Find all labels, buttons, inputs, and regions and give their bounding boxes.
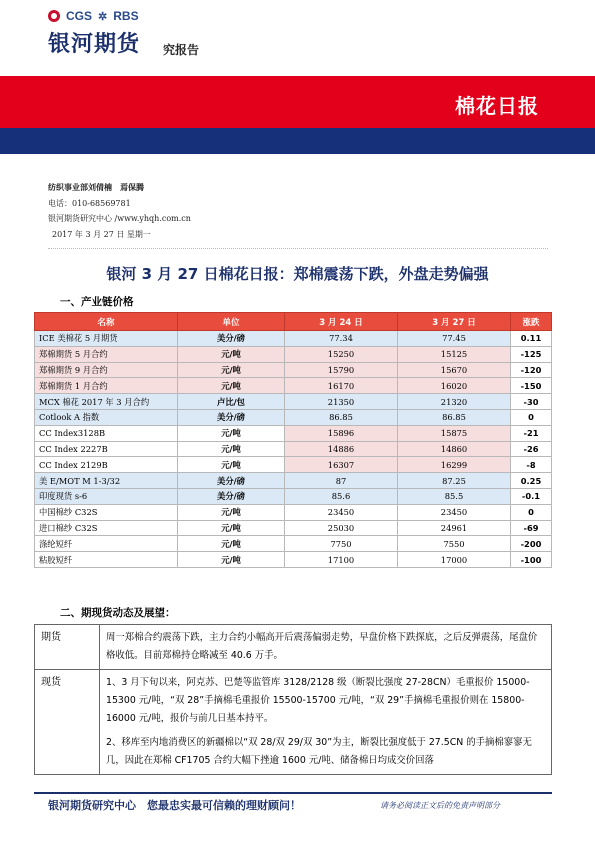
table-row [35,520,552,536]
cell-mar27: 77.45 [398,331,511,347]
table-header-row [35,313,552,331]
divider [48,248,548,249]
cell-unit: 元/吨 [178,504,285,520]
cell-unit: 美分/磅 [178,331,285,347]
cell-mar24: 15250 [285,346,398,362]
cell-change: -200 [511,536,552,552]
table-row [35,394,552,410]
cell-mar27: 14860 [398,441,511,457]
cell-mar27: 17000 [398,552,511,568]
cell-unit: 元/吨 [178,425,285,441]
logo-row [48,8,139,24]
cell-mar27: 16299 [398,457,511,473]
cell-unit: 元/吨 [178,536,285,552]
table-row [35,457,552,473]
spot-cell [100,670,552,775]
department-text: 纺织事业部刘倩楠 焉保腾 [48,183,144,192]
cell-mar27: 15125 [398,346,511,362]
cell-change: -120 [511,362,552,378]
cell-mar24: 21350 [285,394,398,410]
brand-subtitle: 究报告 [163,43,200,57]
dynamics-wrapper [34,624,554,788]
table-row [35,536,552,552]
rbs-star-icon: ✲ [98,10,108,23]
cell-change: -69 [511,520,552,536]
table-row [35,362,552,378]
phone-line: 电话：010-68569781 [48,199,131,208]
cell-unit: 元/吨 [178,441,285,457]
cell-mar24: 86.85 [285,409,398,425]
col-mar27: 3 月 27 日 [398,313,511,331]
table-row [35,552,552,568]
cell-change: -125 [511,346,552,362]
cell-name: ICE 美棉花 5 月期货 [35,331,178,347]
footer-divider [34,792,552,794]
futures-row [35,625,552,670]
cell-name: 美 E/MOT M 1-3/32 [35,473,178,489]
table-row [35,488,552,504]
price-table [34,312,552,568]
cell-change: -0.1 [511,488,552,504]
cell-mar24: 16307 [285,457,398,473]
cell-name: Cotlook A 指数 [35,409,178,425]
table-row [35,331,552,347]
cell-name: 郑棉期货 5 月合约 [35,346,178,362]
cell-mar27: 7550 [398,536,511,552]
table-row [35,378,552,394]
cell-mar24: 15790 [285,362,398,378]
cell-mar27: 21320 [398,394,511,410]
report-title: 银河 3 月 27 日棉花日报：郑棉震荡下跌，外盘走势偏强 [106,265,489,283]
center-line: 银河期货研究中心 /www.yhqh.com.cn [48,214,191,223]
col-mar24: 3 月 24 日 [285,313,398,331]
cell-unit: 美分/磅 [178,488,285,504]
cell-name: MCX 棉花 2017 年 3 月合约 [35,394,178,410]
table-row [35,425,552,441]
table-row [35,441,552,457]
cell-change: 0 [511,409,552,425]
cell-name: CC Index 2227B [35,441,178,457]
cell-unit: 元/吨 [178,362,285,378]
report-type-title: 棉花日报 [455,94,539,118]
cell-unit: 卢比/包 [178,394,285,410]
cell-name: 粘胶短纤 [35,552,178,568]
cgs-logo-icon [48,10,60,22]
col-change: 涨跌 [511,313,552,331]
table-row [35,409,552,425]
cell-name: 涤纶短纤 [35,536,178,552]
cell-mar24: 7750 [285,536,398,552]
table-row [35,504,552,520]
blue-header-band [0,128,595,154]
cell-change: 0.25 [511,473,552,489]
logo-rbs-text: RBS [113,9,139,23]
cell-change: -30 [511,394,552,410]
cell-mar27: 23450 [398,504,511,520]
spot-label: 现货 [35,670,100,775]
cell-mar27: 16020 [398,378,511,394]
cell-name: 郑棉期货 1 月合约 [35,378,178,394]
cell-unit: 元/吨 [178,457,285,473]
cell-mar27: 87.25 [398,473,511,489]
cell-unit: 元/吨 [178,552,285,568]
cell-name: 郑棉期货 9 月合约 [35,362,178,378]
cell-mar24: 87 [285,473,398,489]
futures-text: 周一郑棉合约震荡下跌，主力合约小幅高开后震荡偏弱走势，早盘价格下跌探底，之后反弹震荡，尾盘价格收低。目前郑棉持仓略减至 40.6 万手。 [100,625,552,670]
cell-mar24: 17100 [285,552,398,568]
cell-name: 印度现货 s-6 [35,488,178,504]
cell-change: -150 [511,378,552,394]
cell-name: CC Index 2129B [35,457,178,473]
logo-cgs-text: CGS [66,9,93,23]
cell-mar24: 85.6 [285,488,398,504]
cell-mar27: 86.85 [398,409,511,425]
col-name: 名称 [35,313,178,331]
cell-change: -26 [511,441,552,457]
cell-mar27: 85.5 [398,488,511,504]
cell-mar24: 15896 [285,425,398,441]
cell-unit: 美分/磅 [178,409,285,425]
cell-mar24: 14886 [285,441,398,457]
cell-mar24: 77.34 [285,331,398,347]
cell-name: CC Index3128B [35,425,178,441]
spot-row [35,670,552,775]
cell-mar27: 15875 [398,425,511,441]
cell-unit: 元/吨 [178,378,285,394]
cell-mar27: 24961 [398,520,511,536]
cell-change: 0.11 [511,331,552,347]
cell-unit: 美分/磅 [178,473,285,489]
date-line: 2017 年 3 月 27 日 星期一 [52,230,151,239]
futures-label: 期货 [35,625,100,670]
cell-mar24: 23450 [285,504,398,520]
table-row [35,473,552,489]
cell-change: -8 [511,457,552,473]
author-line [48,182,144,193]
cell-mar24: 25030 [285,520,398,536]
cell-name: 中国棉纱 C32S [35,504,178,520]
table-row [35,346,552,362]
cell-name: 进口棉纱 C32S [35,520,178,536]
cell-unit: 元/吨 [178,520,285,536]
cell-mar24: 16170 [285,378,398,394]
spot-paragraph-2: 2、移库至内地消费区的新疆棉以“双 28/双 29/双 30”为主，断裂比强度低于 27.5CN 的手摘棉寥寥无几，因此在郑棉 CF1705 合约大幅下挫逾 1600 元/吨、储备棉日均成交价回落 [106,737,532,766]
brand-name: 银河期货 [48,32,141,57]
section-heading-dynamics: 二、期现货动态及展望： [60,607,176,619]
footer-slogan: 银河期货研究中心 您最忠实最可信赖的理财顾问！ [48,799,301,812]
cell-change: -21 [511,425,552,441]
section-heading-prices: 一、产业链价格 [60,296,134,308]
dynamics-table [34,624,552,775]
cell-mar27: 15670 [398,362,511,378]
col-unit: 单位 [178,313,285,331]
cell-unit: 元/吨 [178,346,285,362]
spot-paragraph-1: 1、3 月下旬以来，阿克苏、巴楚等监管库 3128/2128 级（断裂比强度 27-28CN）毛重报价 15000-15300 元/吨，“双 28”手摘棉毛重报价 15500-15700 元/吨，“双 29”手摘棉毛重报价则在 15800-16000 元/吨，报价与前几日基本持平。 [106,677,530,724]
cell-change: -100 [511,552,552,568]
cell-change: 0 [511,504,552,520]
footer-disclaimer: 请务必阅读正文后的免责声明部分 [380,801,500,810]
